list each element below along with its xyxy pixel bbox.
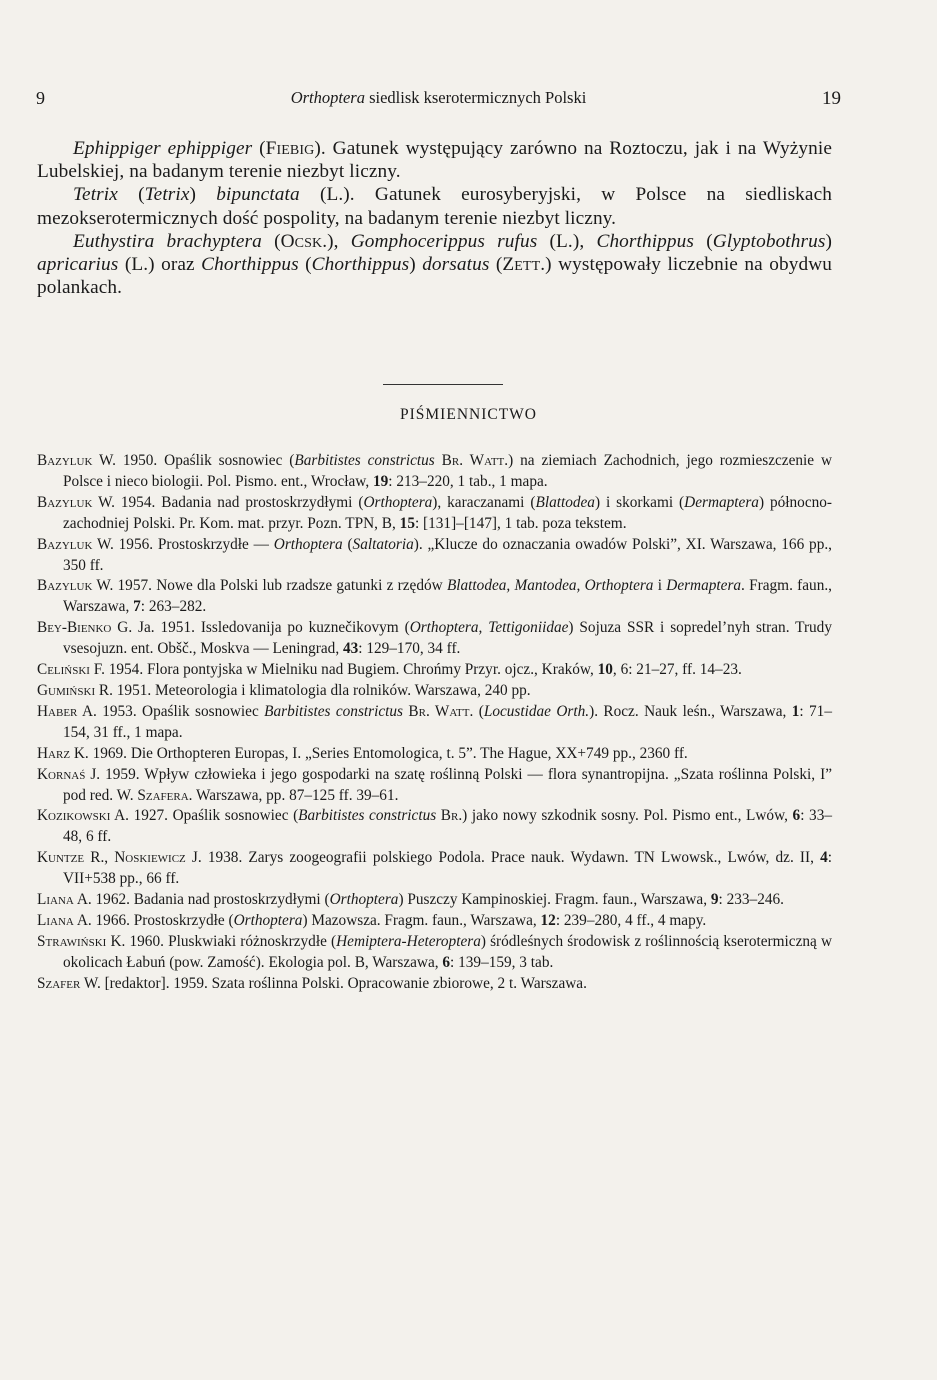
text-run: (L.), bbox=[537, 230, 597, 252]
text-run bbox=[435, 452, 442, 469]
ref-author: Celiński bbox=[37, 661, 90, 679]
reference-item bbox=[37, 890, 832, 911]
species-name: Glyptobothrus bbox=[712, 230, 826, 252]
volume-number: 6 bbox=[792, 807, 801, 825]
text-run: . Warszawa, pp. 87–125 ff. 39–61. bbox=[188, 786, 399, 804]
paragraph-euthystira bbox=[37, 230, 832, 300]
volume-number: 12 bbox=[540, 911, 556, 929]
text-run: W. [redaktor]. 1959. Szata roślinna Polski. Opracowanie zbiorowe, 2 t. Warszawa. bbox=[80, 974, 587, 992]
species-name: Tetrix bbox=[144, 184, 190, 206]
text-run: A. 1962. Badania nad prostoskrzydłymi ( bbox=[73, 891, 330, 909]
species-name: Chorthippus bbox=[596, 230, 695, 252]
reference-item bbox=[37, 932, 832, 974]
text-run: ) Mazowsza. Fragm. faun., Warszawa, bbox=[302, 911, 541, 929]
text-run: A. 1953. Opaślik sosnowiec bbox=[77, 702, 265, 720]
ref-author: Haber bbox=[37, 702, 78, 720]
italic-run: Hemiptera-Heteroptera bbox=[336, 932, 481, 950]
reference-item bbox=[37, 765, 832, 807]
reference-item bbox=[37, 576, 832, 618]
ref-author: Strawiński bbox=[37, 932, 107, 950]
italic-run: Orthoptera bbox=[233, 911, 303, 929]
text-run: ) Sojuza SSR i sopredel’nyh stran. Trudy vsesojuzn. ent. Obšč., Moskva — Leningrad, bbox=[63, 619, 832, 658]
header-left-number: 9 bbox=[36, 88, 45, 108]
text-run: : 239–280, 4 ff., 4 mapy. bbox=[555, 911, 707, 929]
author-name: Br. bbox=[440, 807, 463, 825]
paragraph-tetrix bbox=[37, 183, 832, 229]
running-title-rest: siedlisk kserotermicznych Polski bbox=[364, 88, 587, 107]
italic-run: Dermaptera bbox=[684, 493, 759, 511]
species-name: Ephippiger ephippiger bbox=[73, 138, 253, 159]
author-name: Noskiewicz bbox=[114, 849, 186, 867]
text-run: W. 1957. Nowe dla Polski lub rzadsze gatunki z rzędów bbox=[92, 577, 447, 595]
species-name: Tetrix bbox=[73, 184, 118, 206]
volume-number: 9 bbox=[710, 891, 719, 909]
text-run: .) występowały liczebnie na obydwu polankach. bbox=[37, 254, 832, 299]
text-run: : 129–170, 34 ff. bbox=[358, 640, 461, 658]
ref-author: Szafer bbox=[37, 974, 81, 992]
text-run: .), bbox=[322, 230, 351, 252]
text-run: W. 1956. Prostoskrzydłe — bbox=[92, 535, 274, 553]
running-title bbox=[36, 88, 841, 108]
ref-author: Bazyluk bbox=[37, 493, 93, 511]
text-run: ). Rocz. Nauk leśn., Warszawa, bbox=[589, 702, 792, 720]
ref-author: Liana bbox=[37, 891, 74, 909]
text-run: ) bbox=[825, 230, 832, 252]
species-name: Chorthippus bbox=[311, 254, 410, 276]
text-run: W. 1950. Opaślik sosnowiec ( bbox=[92, 452, 295, 469]
italic-run: Dermaptera bbox=[666, 577, 742, 595]
text-run: ( bbox=[342, 535, 353, 553]
ref-author: Kornaś bbox=[37, 765, 86, 783]
text-run: : 71–154, 31 ff., 1 mapa. bbox=[63, 702, 832, 741]
author-name: Szafera bbox=[137, 786, 189, 804]
text-run: : 33–48, 6 ff. bbox=[63, 807, 832, 846]
text-run: J. 1938. Zarys zoogeografii polskiego Podola. Prace nauk. Wydawn. TN Lwowsk., Lwów, dz. II, bbox=[185, 849, 821, 867]
running-header bbox=[36, 84, 841, 116]
italic-run: Orthoptera bbox=[273, 535, 343, 553]
volume-number: 43 bbox=[342, 640, 359, 658]
reference-item bbox=[37, 681, 832, 702]
reference-item bbox=[37, 451, 832, 493]
volume-number: 6 bbox=[442, 953, 451, 971]
reference-item bbox=[37, 660, 832, 681]
text-run: ( bbox=[473, 702, 484, 720]
italic-run: Barbitistes constrictus bbox=[264, 702, 403, 720]
body-text bbox=[37, 137, 832, 299]
text-run: R. 1951. Meteorologia i klimatologia dla rolników. Warszawa, 240 pp. bbox=[95, 681, 531, 699]
text-run: ) i skorkami ( bbox=[594, 493, 685, 511]
author-name: Zett bbox=[502, 254, 541, 276]
text-run: : [131]–[147], 1 tab. poza tekstem. bbox=[414, 514, 627, 532]
text-run: . Fragm. faun., Warszawa, bbox=[63, 577, 832, 616]
ref-author: Bazyluk bbox=[37, 577, 93, 595]
italic-run: Orthoptera bbox=[329, 891, 399, 909]
reference-item bbox=[37, 744, 832, 765]
text-run: ( bbox=[298, 254, 312, 276]
species-name: dorsatus bbox=[422, 254, 490, 276]
text-run: A. 1966. Prostoskrzydłe ( bbox=[73, 911, 234, 929]
author-name: Ocsk bbox=[280, 230, 323, 252]
text-run: (L.). Gatunek eurosyberyjski, w Polsce na siedliskach mezokserotermicznych dość pospolity, na badanym terenie niezbyt liczny. bbox=[37, 184, 832, 229]
text-run: K. 1960. Pluskwiaki różnoskrzydłe ( bbox=[106, 932, 337, 950]
reference-item bbox=[37, 806, 832, 848]
italic-run: Blattodea, Mantodea, Orthoptera bbox=[446, 577, 654, 595]
text-run: G. Ja. 1951. Issledovanija po kuznečikovym ( bbox=[111, 619, 410, 637]
reference-item bbox=[37, 911, 832, 932]
volume-number: 1 bbox=[791, 702, 800, 720]
ref-author: Kuntze bbox=[37, 849, 85, 867]
italic-run: Blattodea bbox=[535, 493, 595, 511]
section-divider bbox=[383, 384, 503, 385]
text-run: K. 1969. Die Orthopteren Europas, I. „Series Entomologica, t. 5”. The Hague, XX+749 pp., 2360 ff. bbox=[70, 744, 688, 762]
text-run: ( bbox=[261, 230, 281, 252]
text-run: ( bbox=[252, 138, 266, 159]
reference-item bbox=[37, 618, 832, 660]
italic-run: Locustidae Orth. bbox=[483, 702, 590, 720]
text-run: ). Gatunek występujący zarówno na Roztoczu, jak i na Wyżynie Lubelskiej, na badanym terenie niezbyt liczny. bbox=[37, 138, 832, 183]
text-run: A. 1927. Opaślik sosnowiec ( bbox=[110, 807, 299, 825]
ref-author: Kozikowski bbox=[37, 807, 111, 825]
ref-author: Gumiński bbox=[37, 681, 96, 699]
text-run: : VII+538 pp., 66 ff. bbox=[63, 849, 832, 888]
text-run: ) bbox=[189, 184, 217, 206]
ref-author: Bazyluk bbox=[37, 452, 93, 469]
text-run: ( bbox=[117, 184, 145, 206]
ref-author: Harz bbox=[37, 744, 71, 762]
ref-author: Bey-Bienko bbox=[37, 619, 112, 637]
author-name: Fiebig bbox=[265, 138, 315, 159]
reference-item bbox=[37, 702, 832, 744]
volume-number: 4 bbox=[820, 849, 828, 867]
text-run: , 6: 21–27, ff. 14–23. bbox=[612, 661, 742, 679]
reference-item bbox=[37, 493, 832, 535]
volume-number: 19 bbox=[372, 472, 389, 490]
text-run: i bbox=[653, 577, 667, 595]
volume-number: 10 bbox=[597, 661, 613, 679]
species-name: Chorthippus bbox=[201, 254, 299, 276]
text-run: : 139–159, 3 tab. bbox=[450, 953, 554, 971]
paragraph-ephippiger bbox=[37, 137, 832, 183]
author-name: Br. Watt. bbox=[408, 702, 474, 720]
section-title: PIŚMIENNICTWO bbox=[400, 406, 537, 423]
reference-list bbox=[37, 451, 832, 995]
text-run: ) na ziemiach Zachodnich, jego rozmieszczenie w Polsce i nieco biologii. Pol. Pismo. ent., Wrocław, bbox=[63, 452, 833, 490]
italic-run: Orthoptera bbox=[363, 493, 433, 511]
text-run: W. 1954. Badania nad prostoskrzydłymi ( bbox=[92, 493, 364, 511]
text-run: J. 1959. Wpływ człowieka i jego gospodarki na szatę roślinną Polski — flora synantropijna. „Szata roślinna Polski, I” pod red. W. bbox=[63, 765, 832, 804]
text-run: : 263–282. bbox=[140, 598, 207, 616]
text-run: ( bbox=[694, 230, 713, 252]
text-run: ) śródleśnych środowisk z roślinnością kserotermiczną w okolicach Łabuń (pow. Zamość). Ekologia pol. B, Warszawa, bbox=[63, 932, 832, 971]
text-run: ) jako nowy szkodnik sosny. Pol. Pismo ent., Lwów, bbox=[462, 807, 793, 825]
italic-run: Orthoptera, Tettigoniidae bbox=[409, 619, 569, 637]
text-run: : 233–246. bbox=[718, 891, 784, 909]
reference-item bbox=[37, 848, 832, 890]
italic-run: Barbitistes constrictus bbox=[294, 452, 435, 469]
ref-author: Liana bbox=[37, 911, 74, 929]
volume-number: 7 bbox=[133, 598, 141, 616]
text-run: ) Puszczy Kampinoskiej. Fragm. faun., Warszawa, bbox=[398, 891, 711, 909]
ref-author: Bazyluk bbox=[37, 535, 93, 553]
page-number: 19 bbox=[822, 88, 841, 109]
species-name: Gomphocerippus rufus bbox=[350, 230, 538, 252]
text-run: ), karaczanami ( bbox=[432, 493, 536, 511]
text-run: ) północno-zachodniej Polski. Pr. Kom. mat. przyr. Pozn. TPN, B, bbox=[63, 493, 832, 532]
text-run: F. 1954. Flora pontyjska w Mielniku nad Bugiem. Chrońmy Przyr. ojcz., Kraków, bbox=[89, 661, 598, 679]
reference-item bbox=[37, 535, 832, 577]
text-run: ) bbox=[409, 254, 423, 276]
text-run: (L.) oraz bbox=[118, 254, 202, 276]
species-name: Euthystira brachyptera bbox=[73, 230, 262, 252]
text-run: : 213–220, 1 tab., 1 mapa. bbox=[388, 472, 548, 490]
reference-item bbox=[37, 974, 832, 995]
species-name: apricarius bbox=[37, 254, 119, 276]
text-run: ( bbox=[489, 254, 503, 276]
author-name: Br. Watt. bbox=[441, 452, 509, 469]
text-run: R., bbox=[84, 849, 115, 867]
italic-run: Barbitistes constrictus bbox=[298, 807, 437, 825]
text-run: ). „Klucze do oznaczania owadów Polski”, XI. Warszawa, 166 pp., 350 ff. bbox=[63, 535, 832, 574]
italic-run: Saltatoria bbox=[352, 535, 414, 553]
running-title-italic: Orthoptera bbox=[290, 88, 365, 107]
volume-number: 15 bbox=[399, 514, 415, 532]
species-name: bipunctata bbox=[216, 184, 300, 206]
